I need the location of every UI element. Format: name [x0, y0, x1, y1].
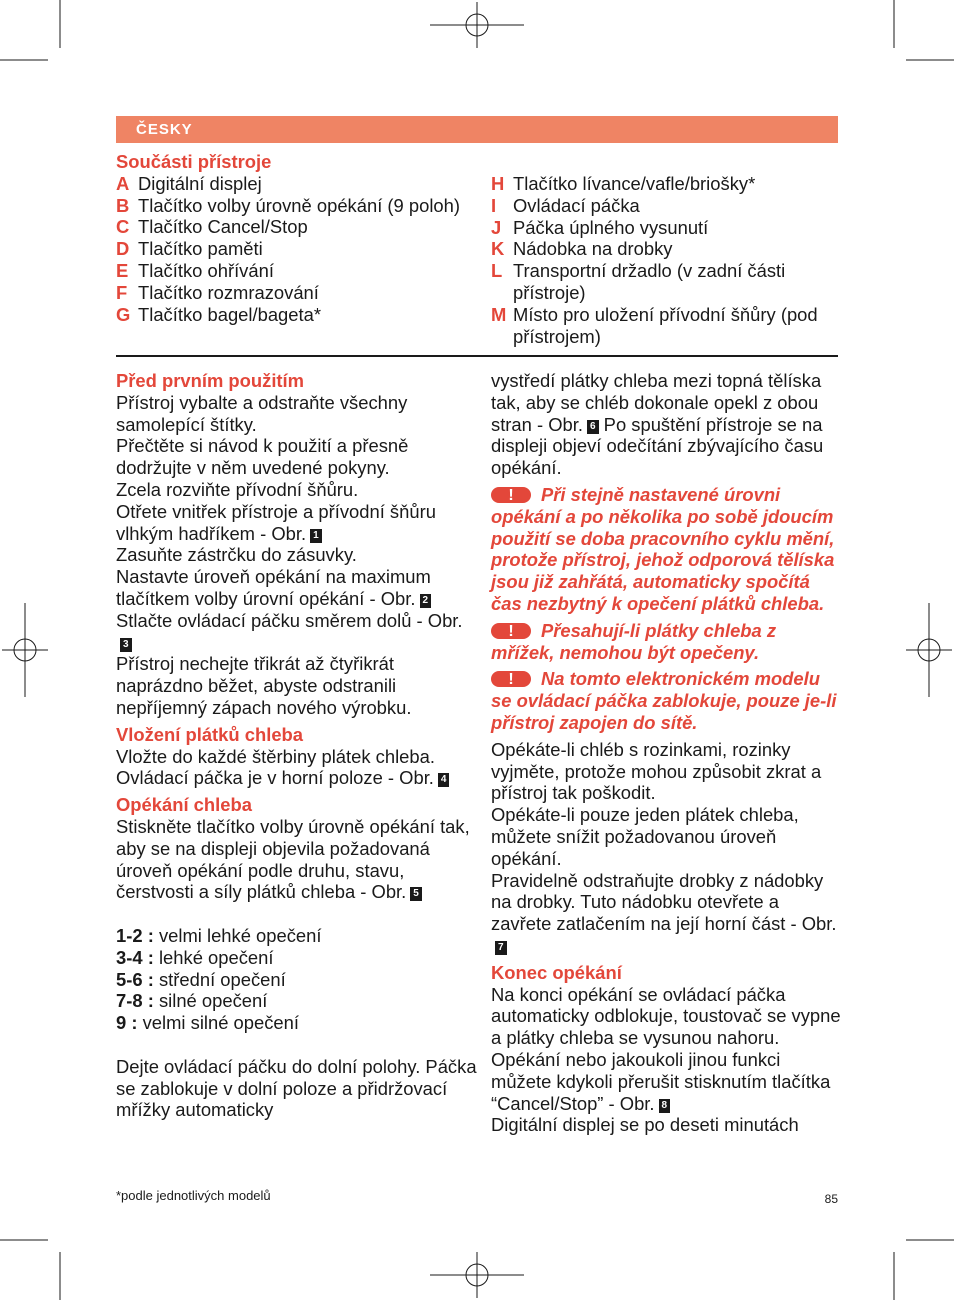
part-item: A Digitální displej: [116, 172, 262, 194]
warning-note: !Na tomto elektronickém modelu se ovládací páčka zablokuje, pouze je-li přístroj zapojen do sítě.: [491, 668, 841, 733]
part-item: K Nádobka na drobky: [491, 238, 673, 260]
toast-level: 5-6 : střední opečení: [116, 968, 286, 990]
right-p3: Opékáte-li pouze jeden plátek chleba, můžete snížit požadovanou úroveň opékání.: [491, 804, 799, 869]
registration-target-bottom: [430, 1252, 524, 1298]
part-item: M Místo pro uložení přívodní šňůry (pod přístrojem): [491, 303, 818, 347]
figure-ref: 1: [310, 529, 322, 543]
part-item: H Tlačítko lívance/vafle/briošky*: [491, 173, 756, 194]
warning-note: !Při stejně nastavené úrovni opékání a po několika po sobě jdoucím použití se doba pracovního cyklu mění, protože přístroj, jehož odporová tělíska jsou již zahřátá, automaticky spočítá čas nezbytný k opečení plátků chleba.: [491, 484, 841, 615]
toasting-p1: Stiskněte tlačítko volby úrovně opékání tak, aby se na displeji objevila požadovaná úroveň opékání podle druhu, stavu, čerstvosti a síly plátků chleba - Obr. 5: [116, 815, 470, 903]
figure-ref: 5: [410, 887, 422, 901]
insert-title: Vložení plátků chleba: [116, 723, 304, 745]
toast-level: 9 : velmi silné opečení: [116, 1012, 299, 1034]
first-use-p5: Zasuňte zástrčku do zásuvky.: [116, 544, 357, 566]
left-column: [116, 370, 478, 1121]
figure-ref: 6: [587, 420, 599, 434]
toast-level: 7-8 : silné opečení: [116, 990, 268, 1012]
right-p1: vystředí plátky chleba mezi topná tělíska tak, aby se chléb dokonale opekl z obou stran - Obr. 6 Po spuštění přístroje se na displeji objeví odečítání zbývajícího času opékání.: [491, 370, 824, 479]
first-use-p8: Přístroj nechejte třikrát až čtyřikrát naprázdno běžet, abyste odstranili nepříjemný zápach nového výrobku.: [116, 653, 412, 718]
warning-note: !Přesahují-li plátky chleba z mřížek, nemohou být opečeny.: [491, 620, 841, 664]
first-use-p1: Přístroj vybalte a odstraňte všechny samolepící štítky.: [116, 391, 408, 435]
language-label: ČESKY: [136, 121, 193, 138]
figure-ref: 3: [120, 638, 132, 652]
part-item: D Tlačítko paměti: [116, 238, 263, 260]
warning-icon: [491, 487, 531, 503]
figure-ref: 4: [438, 773, 450, 787]
right-column: [491, 370, 841, 1136]
insert-p1: Vložte do každé štěrbiny plátek chleba. Ovládací páčka je v horní poloze - Obr. 4: [116, 746, 478, 790]
end-p3: Digitální displej se po deseti minutách: [491, 1114, 799, 1136]
toast-level: 1-2 : velmi lehké opečení: [116, 924, 322, 946]
page-number: 85: [824, 1192, 838, 1206]
language-band: [116, 116, 838, 143]
end-p1: Na konci opékání se ovládací páčka automaticky odblokuje, toustovač se vypne a plátky chleba se vysunou nahoru.: [491, 983, 841, 1049]
part-item: F Tlačítko rozmrazování: [116, 281, 319, 303]
warning-icon: [491, 623, 531, 639]
first-use-p3: Zcela rozviňte přívodní šňůru.: [116, 478, 359, 500]
first-use-p4: Otřete vnitřek přístroje a přívodní šňůru vlhkým hadříkem - Obr. 1: [116, 500, 436, 544]
footnote: *podle jednotlivých modelů: [116, 1188, 271, 1203]
part-item: L Transportní držadlo (v zadní části přístroje): [491, 260, 786, 303]
first-use-p2: Přečtěte si návod k použití a přesně dodržujte v něm uvedené pokyny.: [116, 435, 409, 479]
first-use-p7: Stlačte ovládací páčku směrem dolů - Obr.3: [116, 609, 463, 650]
end-title: Konec opékání: [491, 961, 622, 983]
part-item: B Tlačítko volby úrovně opékání (9 poloh): [116, 194, 461, 216]
toast-level: 3-4 : lehké opečení: [116, 946, 274, 968]
warning-icon: [491, 671, 531, 687]
registration-target-right: [906, 603, 952, 697]
part-item: E Tlačítko ohřívání: [116, 259, 274, 281]
registration-target-top: [430, 2, 524, 48]
part-item: G Tlačítko bagel/bageta*: [116, 303, 322, 325]
right-p2: Opékáte-li chléb s rozinkami, rozinky vyjměte, protože mohou způsobit zkrat a přístroj tak poškodit.: [491, 738, 822, 804]
part-item: J Páčka úplného vysunutí: [491, 216, 709, 238]
part-item: I Ovládací páčka: [491, 194, 640, 216]
figure-ref: 8: [659, 1099, 671, 1113]
first-use-p6: Nastavte úroveň opékání na maximum tlačítkem volby úrovní opékání - Obr. 2: [116, 566, 431, 609]
end-p2: Opékání nebo jakoukoli jinou funkci můžete kdykoli přerušit stisknutím tlačítka “Cancel/Stop” - Obr. 8: [491, 1048, 831, 1114]
parts-title: Součásti přístroje: [116, 151, 272, 172]
toasting-title: Opékání chleba: [116, 794, 252, 816]
figure-ref: 7: [495, 941, 507, 955]
parts-list-left: [116, 151, 476, 325]
parts-list-right: [491, 173, 838, 347]
right-p4: Pravidelně odstraňujte drobky z nádobky na drobky. Tuto nádobku otevřete a zavřete zatlačením na její horní část - Obr.7: [491, 869, 837, 953]
first-use-title: Před prvním použitím: [116, 370, 305, 391]
registration-target-left: [2, 603, 48, 697]
section-divider: [116, 355, 838, 357]
toasting-p2: Dejte ovládací páčku do dolní polohy. Páčka se zablokuje v dolní poloze a přidržovací mřížky automaticky: [116, 1055, 477, 1121]
part-item: C Tlačítko Cancel/Stop: [116, 216, 308, 238]
figure-ref: 2: [420, 594, 432, 608]
